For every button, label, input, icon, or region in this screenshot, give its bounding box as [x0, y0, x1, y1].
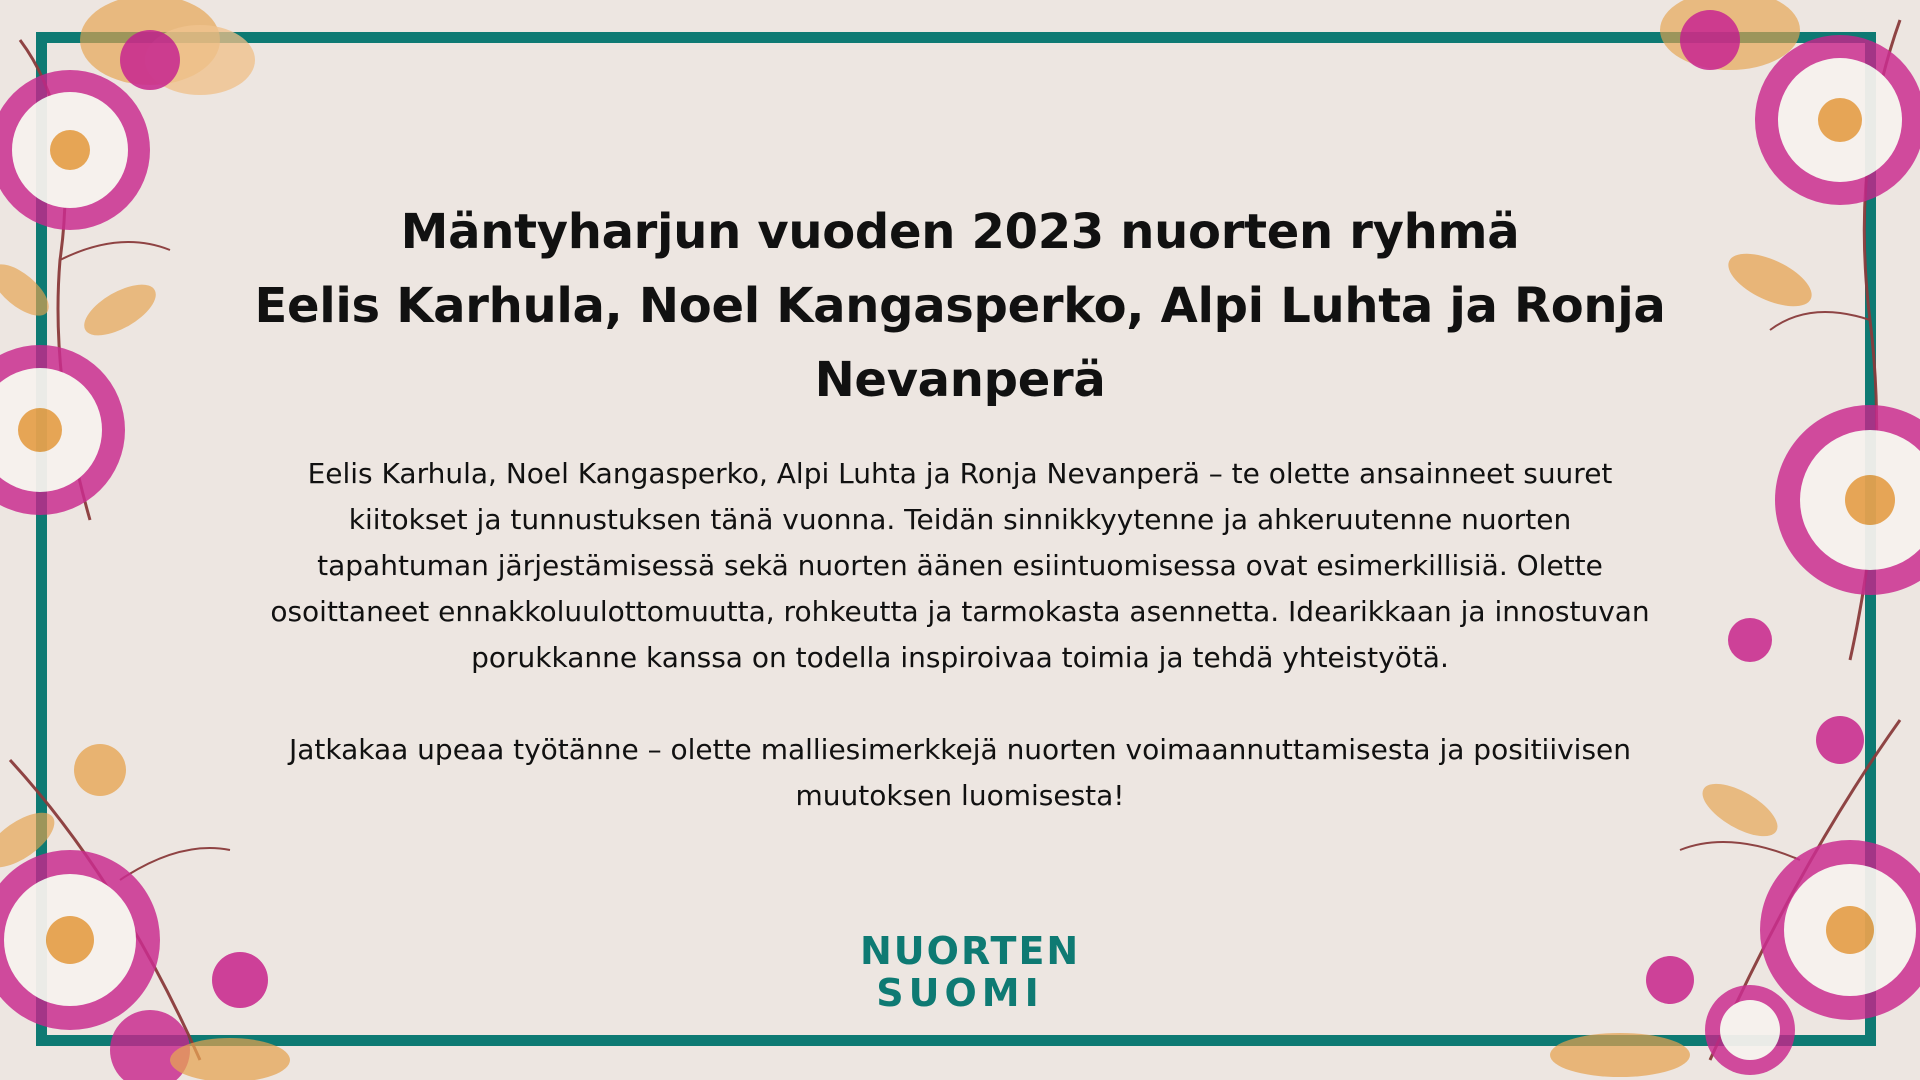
title-line-1: Mäntyharjun vuoden 2023 nuorten ryhmä — [400, 204, 1520, 260]
logo-line-2: SUOMI — [876, 971, 1044, 1015]
body-paragraph-1: Eelis Karhula, Noel Kangasperko, Alpi Luhta ja Ronja Nevanperä – te olette ansainneet suuret kiitokset ja tunnustuksen tänä vuonna. Teidän sinnikkyytenne ja ahkeruutenne nuorten tapahtuman järjestämisessä sekä nuorten äänen esiintuomisessa ovat esimerkillisiä. Olette osoittaneet ennakkoluulottomuutta, rohkeutta ja tarmokasta asennetta. Idearikkaan ja innostuvan porukkanne kanssa on todella inspiroivaa toimia ja tehdä yhteistyötä. — [270, 457, 1650, 674]
card-content — [240, 195, 1680, 819]
logo-line-1: NUORTEN — [860, 929, 1081, 973]
card-title — [240, 195, 1680, 417]
title-line-2: Eelis Karhula, Noel Kangasperko, Alpi Luhta ja Ronja Nevanperä — [254, 278, 1666, 408]
nuorten-suomi-logo — [860, 929, 1081, 1015]
body-paragraph-2: Jatkakaa upeaa työtänne – olette malliesimerkkejä nuorten voimaannuttamisesta ja positiivisen muutoksen luomisesta! — [288, 733, 1632, 812]
